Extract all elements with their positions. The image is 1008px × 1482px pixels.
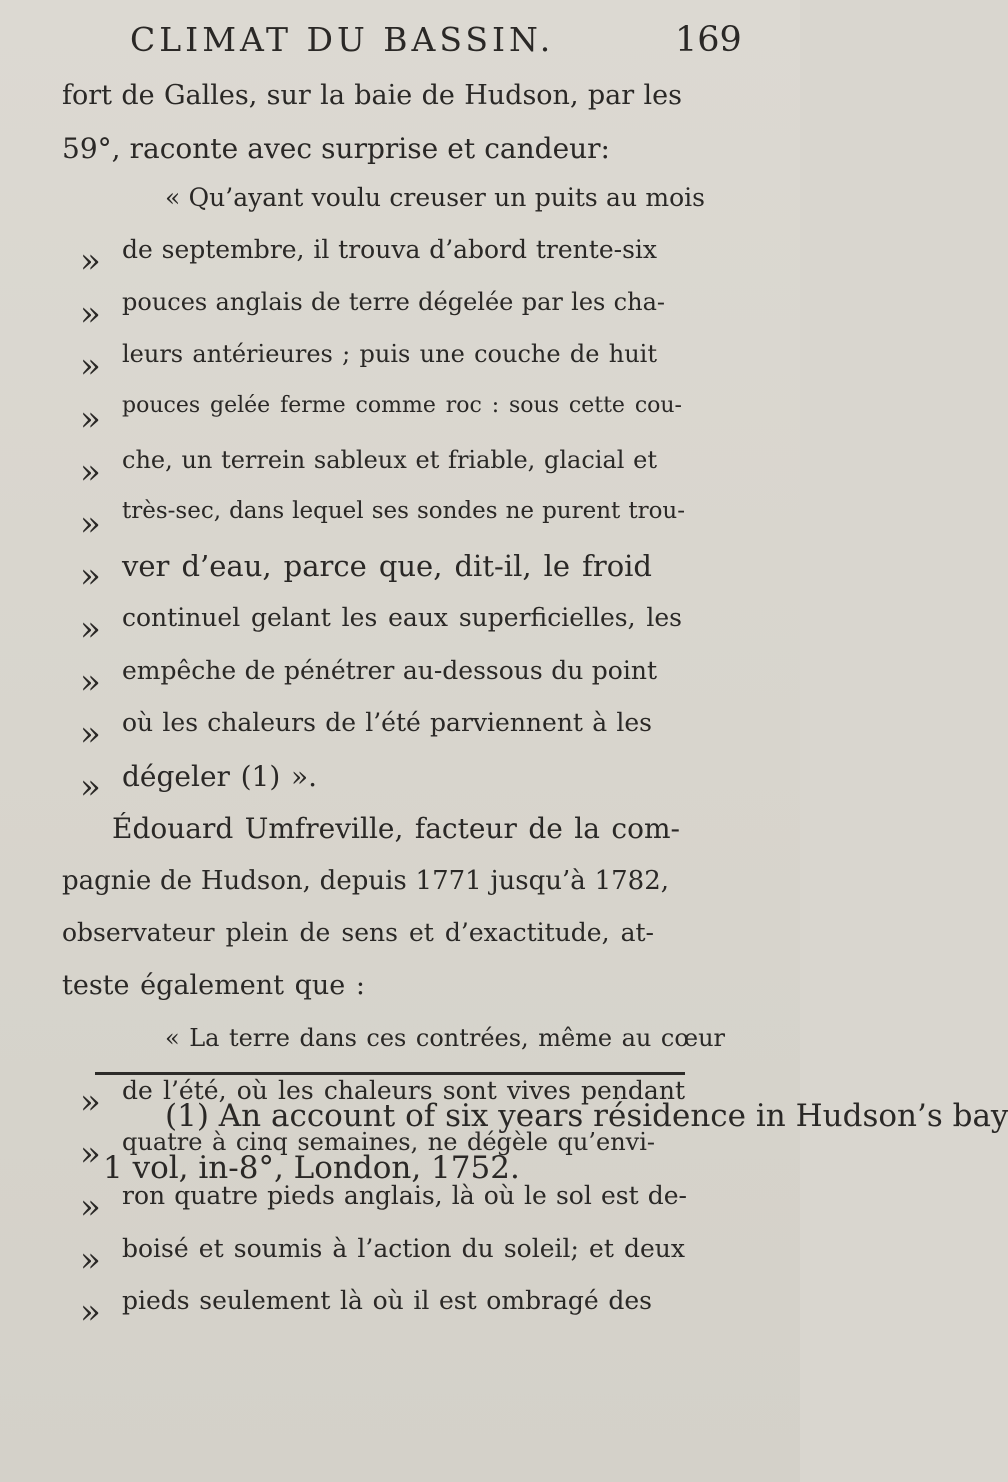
text-line: pouces anglais de terre dégelée par les cha- xyxy=(122,288,665,316)
text-line: quatre à cinq semaines, ne dégèle qu’envi- xyxy=(122,1128,655,1156)
footnote-rule xyxy=(95,1072,685,1075)
guillemet-mark: » xyxy=(80,767,101,807)
guillemet-mark: » xyxy=(80,1292,101,1332)
text-line: ron quatre pieds anglais, là où le sol est de- xyxy=(122,1181,687,1210)
text-line: pouces gelée ferme comme roc : sous cette cou- xyxy=(122,393,682,418)
guillemet-mark: » xyxy=(80,714,101,754)
text-line: pieds seulement là où il est ombragé des xyxy=(122,1286,652,1315)
guillemet-mark: » xyxy=(80,556,101,596)
guillemet-mark: » xyxy=(80,1134,101,1174)
text-line: « La terre dans ces contrées, même au cœur xyxy=(165,1024,725,1052)
guillemet-mark: » xyxy=(80,504,101,544)
text-line: teste également que : xyxy=(62,970,365,1001)
text-line: empêche de pénétrer au-dessous du point xyxy=(122,656,657,685)
guillemet-mark: » xyxy=(80,241,101,281)
text-line: « Qu’ayant voulu creuser un puits au mois xyxy=(165,183,705,212)
text-line: boisé et soumis à l’action du soleil; et deux xyxy=(122,1234,685,1263)
page-number: 169 xyxy=(675,20,742,60)
text-line: où les chaleurs de l’été parviennent à les xyxy=(122,708,652,737)
text-line: de l’été, où les chaleurs sont vives pendant xyxy=(122,1076,685,1105)
text-line: continuel gelant les eaux superficielles, les xyxy=(122,603,682,632)
text-line: très-sec, dans lequel ses sondes ne purent trou- xyxy=(122,498,685,524)
text-line: fort de Galles, sur la baie de Hudson, par les xyxy=(62,80,682,111)
guillemet-mark: » xyxy=(80,662,101,702)
text-line: 59°, raconte avec surprise et candeur: xyxy=(62,132,610,165)
guillemet-mark: » xyxy=(80,609,101,649)
guillemet-mark: » xyxy=(80,1240,101,1280)
footnote-line: (1) An account of six years résidence in Hudson’s bay xyxy=(165,1098,1008,1134)
text-line: de septembre, il trouva d’abord trente-six xyxy=(122,235,657,264)
text-line: Édouard Umfreville, facteur de la com- xyxy=(112,812,680,845)
text-line: dégeler (1) ». xyxy=(122,760,317,793)
guillemet-mark: » xyxy=(80,452,101,492)
text-line: ver d’eau, parce que, dit-il, le froid xyxy=(122,549,652,583)
guillemet-mark: » xyxy=(80,1082,101,1122)
running-head: CLIMAT DU BASSIN. xyxy=(130,20,555,59)
text-line: pagnie de Hudson, depuis 1771 jusqu’à 1782, xyxy=(62,866,669,896)
guillemet-mark: » xyxy=(80,346,101,386)
text-line: observateur plein de sens et d’exactitude, at- xyxy=(62,918,654,947)
footnote-line: 1 vol, in-8°, London, 1752. xyxy=(103,1150,520,1186)
guillemet-mark: » xyxy=(80,399,101,439)
guillemet-mark: » xyxy=(80,1187,101,1227)
text-line: che, un terrein sableux et friable, glacial et xyxy=(122,446,657,474)
guillemet-mark: » xyxy=(80,294,101,334)
text-line: leurs antérieures ; puis une couche de huit xyxy=(122,340,657,368)
